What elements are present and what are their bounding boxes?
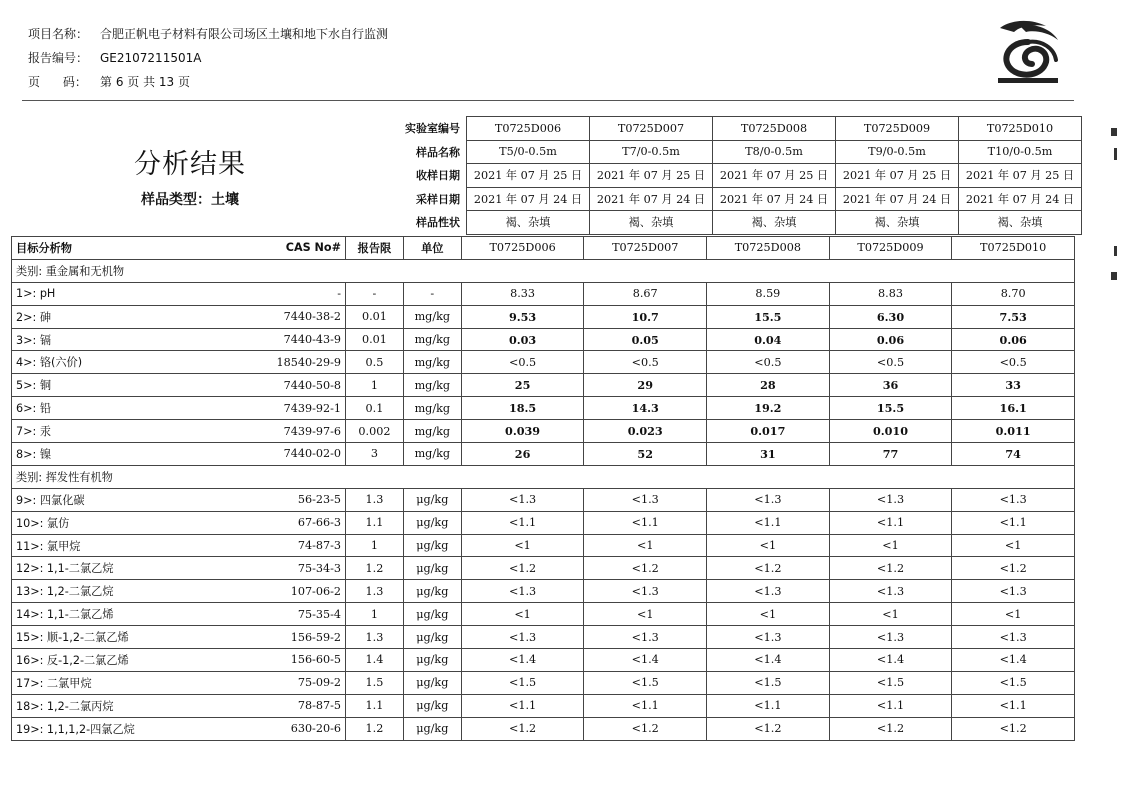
result-value: <1.4 bbox=[461, 649, 584, 672]
analyte-name: 18>: 1,2-二氯丙烷 bbox=[12, 694, 210, 717]
result-value: <0.5 bbox=[707, 351, 830, 374]
sample-info-cell: 2021 年 07 月 25 日 bbox=[836, 164, 959, 188]
result-value: <0.5 bbox=[461, 351, 584, 374]
result-value: 29 bbox=[584, 374, 707, 397]
result-value: <1.1 bbox=[584, 511, 707, 534]
analyte-name: 16>: 反-1,2-二氯乙烯 bbox=[12, 649, 210, 672]
result-value: <1 bbox=[952, 534, 1075, 557]
table-row bbox=[12, 580, 1075, 603]
report-number-label: 报告编号： bbox=[28, 51, 89, 65]
report-number-line bbox=[28, 46, 388, 70]
result-value: <1.4 bbox=[829, 649, 952, 672]
sample-info-cell: T10/0-0.5m bbox=[959, 140, 1082, 164]
sample-info-cell: 2021 年 07 月 25 日 bbox=[959, 164, 1082, 188]
scan-edge-mark bbox=[1114, 246, 1117, 256]
report-limit: 1.1 bbox=[345, 511, 403, 534]
result-value: <1 bbox=[829, 603, 952, 626]
sample-info-cell: 褐、杂填 bbox=[590, 211, 713, 235]
unit: mg/kg bbox=[403, 420, 461, 443]
table-row bbox=[12, 351, 1075, 374]
category-label: 类别: 重金属和无机物 bbox=[12, 259, 1075, 282]
project-label: 项目名称： bbox=[28, 27, 89, 41]
sample-info-cell: 褐、杂填 bbox=[836, 211, 959, 235]
table-row bbox=[12, 717, 1075, 740]
result-value: 8.33 bbox=[461, 282, 584, 305]
result-value: 8.70 bbox=[952, 282, 1075, 305]
unit: μg/kg bbox=[403, 694, 461, 717]
cas-number: 78-87-5 bbox=[209, 694, 345, 717]
report-limit: 0.5 bbox=[345, 351, 403, 374]
unit: μg/kg bbox=[403, 580, 461, 603]
result-value: <1.1 bbox=[584, 694, 707, 717]
result-value: <1.3 bbox=[584, 580, 707, 603]
result-value: 15.5 bbox=[829, 397, 952, 420]
table-row bbox=[12, 603, 1075, 626]
table-row bbox=[12, 534, 1075, 557]
cas-number: 156-60-5 bbox=[209, 649, 345, 672]
result-value: <1 bbox=[952, 603, 1075, 626]
cas-number: 7439-97-6 bbox=[209, 420, 345, 443]
result-value: <1.1 bbox=[461, 511, 584, 534]
result-value: <1 bbox=[461, 603, 584, 626]
analyte-name: 8>: 镍 bbox=[12, 443, 210, 466]
cas-number: 156-59-2 bbox=[209, 626, 345, 649]
result-value: <1.3 bbox=[584, 488, 707, 511]
result-value: 0.06 bbox=[829, 328, 952, 351]
result-value: <1.3 bbox=[952, 626, 1075, 649]
result-value: <1.1 bbox=[707, 511, 830, 534]
analyte-name: 12>: 1,1-二氯乙烷 bbox=[12, 557, 210, 580]
result-value: <1.3 bbox=[584, 626, 707, 649]
sample-info-cell: 褐、杂填 bbox=[959, 211, 1082, 235]
unit: μg/kg bbox=[403, 671, 461, 694]
result-value: <1.2 bbox=[952, 557, 1075, 580]
result-value: 18.5 bbox=[461, 397, 584, 420]
sample-info-cell: 2021 年 07 月 24 日 bbox=[590, 187, 713, 211]
sample-header: T0725D006 bbox=[461, 237, 584, 260]
unit: mg/kg bbox=[403, 374, 461, 397]
report-limit: 1 bbox=[345, 534, 403, 557]
sample-info-table bbox=[398, 116, 1082, 235]
result-value: <1.1 bbox=[829, 511, 952, 534]
report-limit: 1 bbox=[345, 374, 403, 397]
sample-info-cell: T0725D010 bbox=[959, 117, 1082, 141]
sample-info-cell: 2021 年 07 月 24 日 bbox=[713, 187, 836, 211]
result-value: <1.1 bbox=[829, 694, 952, 717]
table-row bbox=[12, 305, 1075, 328]
table-row bbox=[12, 557, 1075, 580]
sample-info-cell: T7/0-0.5m bbox=[590, 140, 713, 164]
sample-info-label: 收样日期 bbox=[416, 169, 460, 183]
analyte-name: 9>: 四氯化碳 bbox=[12, 488, 210, 511]
unit: μg/kg bbox=[403, 511, 461, 534]
result-value: <1.4 bbox=[584, 649, 707, 672]
sample-info-row bbox=[398, 117, 1082, 141]
result-value: 74 bbox=[952, 443, 1075, 466]
unit: mg/kg bbox=[403, 328, 461, 351]
cas-number: 74-87-3 bbox=[209, 534, 345, 557]
result-value: <1.5 bbox=[952, 671, 1075, 694]
table-row bbox=[12, 626, 1075, 649]
result-value: <1.5 bbox=[461, 671, 584, 694]
page-number-value: 第 6 页 共 13 页 bbox=[100, 75, 190, 89]
page-number-line bbox=[28, 70, 388, 94]
sample-info-cell: 2021 年 07 月 25 日 bbox=[467, 164, 590, 188]
sample-info-cell: 褐、杂填 bbox=[467, 211, 590, 235]
sample-info-cell: 2021 年 07 月 24 日 bbox=[467, 187, 590, 211]
result-value: 25 bbox=[461, 374, 584, 397]
cas-number: 107-06-2 bbox=[209, 580, 345, 603]
result-value: <0.5 bbox=[584, 351, 707, 374]
sample-info-cell: 2021 年 07 月 25 日 bbox=[713, 164, 836, 188]
table-row bbox=[12, 420, 1075, 443]
unit: - bbox=[403, 282, 461, 305]
report-limit: 1 bbox=[345, 603, 403, 626]
result-value: 10.7 bbox=[584, 305, 707, 328]
cas-number: 7440-02-0 bbox=[209, 443, 345, 466]
category-row bbox=[12, 259, 1075, 282]
result-value: 28 bbox=[707, 374, 830, 397]
cas-header: CAS No# bbox=[209, 237, 345, 260]
report-limit: 1.5 bbox=[345, 671, 403, 694]
report-limit: 1.2 bbox=[345, 557, 403, 580]
result-value: 16.1 bbox=[952, 397, 1075, 420]
scan-edge-mark bbox=[1111, 128, 1117, 136]
analyte-name: 19>: 1,1,1,2-四氯乙烷 bbox=[12, 717, 210, 740]
result-value: <1.2 bbox=[707, 557, 830, 580]
cas-number: 56-23-5 bbox=[209, 488, 345, 511]
result-value: <1.3 bbox=[461, 580, 584, 603]
table-row bbox=[12, 374, 1075, 397]
analyte-name: 1>: pH bbox=[12, 282, 210, 305]
result-value: <1.2 bbox=[584, 557, 707, 580]
result-value: <1.3 bbox=[952, 488, 1075, 511]
sample-info-cell: T9/0-0.5m bbox=[836, 140, 959, 164]
cas-number: - bbox=[209, 282, 345, 305]
sample-type: 样品类型：土壤 bbox=[141, 192, 239, 208]
company-logo-icon bbox=[990, 16, 1066, 92]
result-value: <1.3 bbox=[829, 580, 952, 603]
report-limit: 1.3 bbox=[345, 626, 403, 649]
page-number-label: 页 码： bbox=[28, 75, 87, 89]
report-limit: 0.01 bbox=[345, 305, 403, 328]
result-value: <1.5 bbox=[829, 671, 952, 694]
result-value: <1.2 bbox=[461, 717, 584, 740]
unit: mg/kg bbox=[403, 351, 461, 374]
sample-header: T0725D010 bbox=[952, 237, 1075, 260]
sample-info-cell: 2021 年 07 月 24 日 bbox=[959, 187, 1082, 211]
cas-number: 7440-38-2 bbox=[209, 305, 345, 328]
table-row bbox=[12, 328, 1075, 351]
result-value: <1.4 bbox=[707, 649, 830, 672]
report-limit: 3 bbox=[345, 443, 403, 466]
result-value: <1.3 bbox=[707, 580, 830, 603]
sample-header: T0725D009 bbox=[829, 237, 952, 260]
result-value: <1.3 bbox=[707, 626, 830, 649]
result-value: 0.017 bbox=[707, 420, 830, 443]
unit: μg/kg bbox=[403, 626, 461, 649]
sample-info-label: 采样日期 bbox=[416, 192, 460, 206]
sample-info-row bbox=[398, 164, 1082, 188]
sample-info-cell: 2021 年 07 月 25 日 bbox=[590, 164, 713, 188]
result-value: 36 bbox=[829, 374, 952, 397]
table-row bbox=[12, 282, 1075, 305]
category-row bbox=[12, 465, 1075, 488]
sample-info-label: 样品名称 bbox=[416, 145, 460, 159]
result-value: <1.3 bbox=[461, 626, 584, 649]
analyte-name: 3>: 镉 bbox=[12, 328, 210, 351]
sample-header: T0725D007 bbox=[584, 237, 707, 260]
unit: μg/kg bbox=[403, 557, 461, 580]
sample-info-cell: T0725D009 bbox=[836, 117, 959, 141]
report-limit: 1.4 bbox=[345, 649, 403, 672]
unit: mg/kg bbox=[403, 443, 461, 466]
report-limit: 1.3 bbox=[345, 488, 403, 511]
result-value: <1.3 bbox=[952, 580, 1075, 603]
result-value: <1 bbox=[584, 534, 707, 557]
result-value: 77 bbox=[829, 443, 952, 466]
result-value: <1.2 bbox=[461, 557, 584, 580]
sample-info-cell: T5/0-0.5m bbox=[467, 140, 590, 164]
unit: μg/kg bbox=[403, 488, 461, 511]
project-value: 合肥正帆电子材料有限公司场区土壤和地下水自行监测 bbox=[100, 27, 389, 41]
table-row bbox=[12, 694, 1075, 717]
table-row bbox=[12, 443, 1075, 466]
category-label: 类别: 挥发性有机物 bbox=[12, 465, 1075, 488]
result-value: <1.3 bbox=[829, 488, 952, 511]
result-value: 26 bbox=[461, 443, 584, 466]
table-row bbox=[12, 488, 1075, 511]
result-value: 0.010 bbox=[829, 420, 952, 443]
result-value: 0.011 bbox=[952, 420, 1075, 443]
result-value: 0.023 bbox=[584, 420, 707, 443]
result-value: <0.5 bbox=[952, 351, 1075, 374]
result-value: 0.06 bbox=[952, 328, 1075, 351]
sample-info-cell: T0725D006 bbox=[467, 117, 590, 141]
sample-info-cell: 褐、杂填 bbox=[713, 211, 836, 235]
report-limit: 0.01 bbox=[345, 328, 403, 351]
cas-number: 7439-92-1 bbox=[209, 397, 345, 420]
cas-number: 75-35-4 bbox=[209, 603, 345, 626]
report-number-value: GE2107211501A bbox=[100, 51, 202, 65]
result-value: 33 bbox=[952, 374, 1075, 397]
analyte-name: 15>: 顺-1,2-二氯乙烯 bbox=[12, 626, 210, 649]
report-limit: 1.3 bbox=[345, 580, 403, 603]
unit-header: 单位 bbox=[403, 237, 461, 260]
sample-info-row bbox=[398, 211, 1082, 235]
cas-number: 18540-29-9 bbox=[209, 351, 345, 374]
cas-number: 75-34-3 bbox=[209, 557, 345, 580]
scan-edge-mark bbox=[1114, 148, 1117, 160]
result-value: 8.83 bbox=[829, 282, 952, 305]
report-limit: 0.1 bbox=[345, 397, 403, 420]
cas-number: 7440-43-9 bbox=[209, 328, 345, 351]
table-row bbox=[12, 397, 1075, 420]
unit: mg/kg bbox=[403, 305, 461, 328]
result-value: <1.5 bbox=[584, 671, 707, 694]
result-value: 8.59 bbox=[707, 282, 830, 305]
analyte-name: 10>: 氯仿 bbox=[12, 511, 210, 534]
result-value: 31 bbox=[707, 443, 830, 466]
report-limit: - bbox=[345, 282, 403, 305]
limit-header: 报告限 bbox=[345, 237, 403, 260]
sample-info-row bbox=[398, 140, 1082, 164]
analyte-name: 14>: 1,1-二氯乙烯 bbox=[12, 603, 210, 626]
results-header-row bbox=[12, 237, 1075, 260]
result-value: <1.3 bbox=[461, 488, 584, 511]
result-value: <1 bbox=[707, 603, 830, 626]
sample-info-cell: 2021 年 07 月 24 日 bbox=[836, 187, 959, 211]
result-value: <1.1 bbox=[461, 694, 584, 717]
cas-number: 7440-50-8 bbox=[209, 374, 345, 397]
report-header bbox=[28, 22, 388, 94]
analyte-name: 17>: 二氯甲烷 bbox=[12, 671, 210, 694]
cas-number: 75-09-2 bbox=[209, 671, 345, 694]
analyte-name: 4>: 铬(六价) bbox=[12, 351, 210, 374]
result-value: <1 bbox=[829, 534, 952, 557]
result-value: <1.4 bbox=[952, 649, 1075, 672]
table-row bbox=[12, 511, 1075, 534]
result-value: 9.53 bbox=[461, 305, 584, 328]
sample-info-label: 实验室编号 bbox=[405, 122, 460, 136]
result-value: <0.5 bbox=[829, 351, 952, 374]
result-value: <1.2 bbox=[584, 717, 707, 740]
analyte-name: 2>: 砷 bbox=[12, 305, 210, 328]
analyte-name: 7>: 汞 bbox=[12, 420, 210, 443]
title-block bbox=[110, 142, 270, 209]
cas-number: 630-20-6 bbox=[209, 717, 345, 740]
result-value: 0.04 bbox=[707, 328, 830, 351]
result-value: <1.5 bbox=[707, 671, 830, 694]
result-value: 8.67 bbox=[584, 282, 707, 305]
result-value: <1 bbox=[461, 534, 584, 557]
report-limit: 0.002 bbox=[345, 420, 403, 443]
result-value: <1.1 bbox=[952, 511, 1075, 534]
unit: μg/kg bbox=[403, 534, 461, 557]
results-table bbox=[11, 236, 1075, 741]
page-title: 分析结果 bbox=[134, 149, 246, 180]
sample-info-cell: T0725D008 bbox=[713, 117, 836, 141]
result-value: 6.30 bbox=[829, 305, 952, 328]
result-value: 0.039 bbox=[461, 420, 584, 443]
result-value: <1.3 bbox=[829, 626, 952, 649]
scan-edge-mark bbox=[1111, 272, 1117, 280]
analyte-name: 5>: 铜 bbox=[12, 374, 210, 397]
result-value: 15.5 bbox=[707, 305, 830, 328]
result-value: <1.2 bbox=[707, 717, 830, 740]
unit: μg/kg bbox=[403, 717, 461, 740]
analyte-name: 11>: 氯甲烷 bbox=[12, 534, 210, 557]
project-line bbox=[28, 22, 388, 46]
cas-number: 67-66-3 bbox=[209, 511, 345, 534]
header-divider bbox=[22, 100, 1074, 101]
report-limit: 1.2 bbox=[345, 717, 403, 740]
result-value: <1.2 bbox=[829, 717, 952, 740]
unit: μg/kg bbox=[403, 603, 461, 626]
sample-header: T0725D008 bbox=[707, 237, 830, 260]
result-value: 0.05 bbox=[584, 328, 707, 351]
result-value: <1.2 bbox=[829, 557, 952, 580]
result-value: 0.03 bbox=[461, 328, 584, 351]
result-value: <1.3 bbox=[707, 488, 830, 511]
result-value: <1 bbox=[584, 603, 707, 626]
sample-info-cell: T8/0-0.5m bbox=[713, 140, 836, 164]
analyte-name: 6>: 铅 bbox=[12, 397, 210, 420]
result-value: <1.1 bbox=[707, 694, 830, 717]
result-value: 52 bbox=[584, 443, 707, 466]
result-value: <1.2 bbox=[952, 717, 1075, 740]
result-value: 14.3 bbox=[584, 397, 707, 420]
unit: mg/kg bbox=[403, 397, 461, 420]
unit: μg/kg bbox=[403, 649, 461, 672]
report-limit: 1.1 bbox=[345, 694, 403, 717]
sample-info-cell: T0725D007 bbox=[590, 117, 713, 141]
sample-info-label: 样品性状 bbox=[416, 216, 460, 230]
result-value: <1 bbox=[707, 534, 830, 557]
table-row bbox=[12, 649, 1075, 672]
table-row bbox=[12, 671, 1075, 694]
result-value: 19.2 bbox=[707, 397, 830, 420]
analyte-header: 目标分析物 bbox=[12, 237, 210, 260]
result-value: <1.1 bbox=[952, 694, 1075, 717]
sample-info-row bbox=[398, 187, 1082, 211]
result-value: 7.53 bbox=[952, 305, 1075, 328]
analyte-name: 13>: 1,2-二氯乙烷 bbox=[12, 580, 210, 603]
